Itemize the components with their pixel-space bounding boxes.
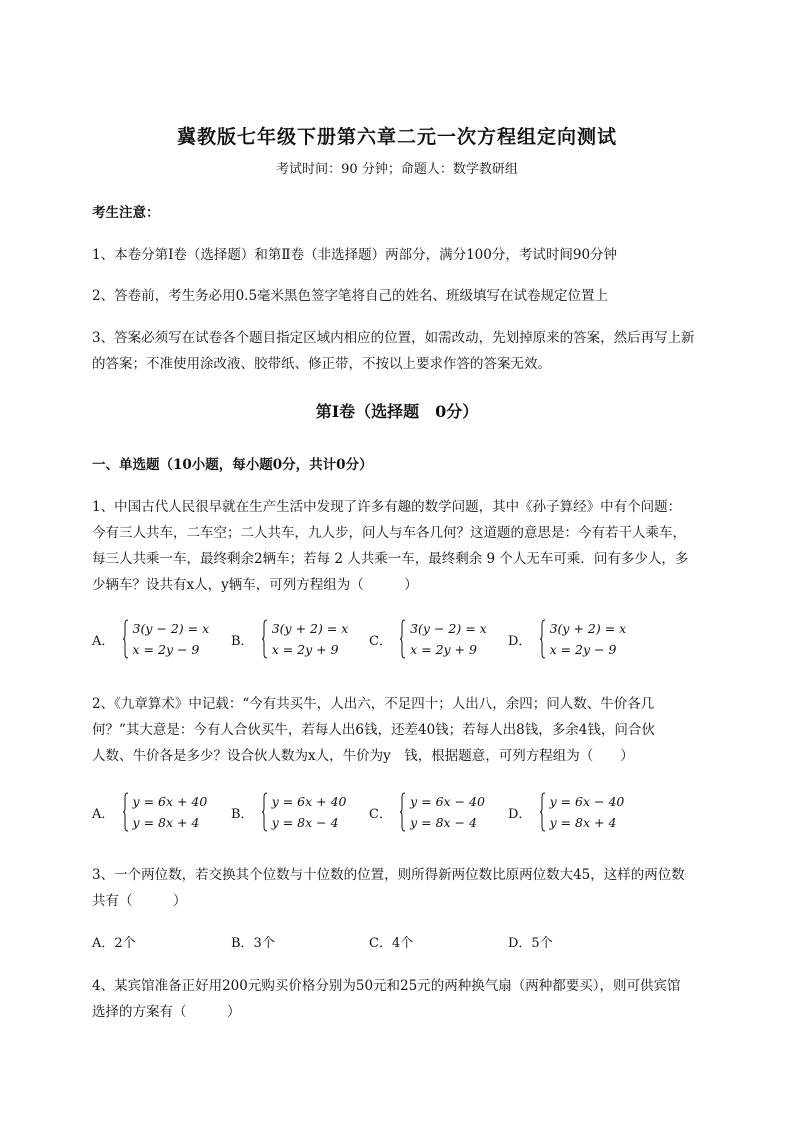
question-2-line: 何？”其大意是：今有人合伙买牛，若每人出6钱，还差40钱；若每人出8钱，多余4钱，问合伙 bbox=[92, 722, 655, 738]
equation: y = 8x − 4 bbox=[410, 815, 477, 830]
question-3-option-c[interactable]: C．4个 bbox=[369, 936, 414, 951]
question-1-option-a[interactable] bbox=[92, 618, 209, 660]
brace-icon bbox=[123, 619, 129, 659]
equation: x = 2y + 9 bbox=[271, 642, 339, 657]
equation-system bbox=[400, 618, 487, 660]
question-1-line: 今有三人共车，二车空；二人共车，九人步，问人与车各几何？这道题的意思是：今有若干人乘车， bbox=[92, 525, 686, 541]
question-4-line: 选择的方案有（ ） bbox=[92, 1004, 241, 1020]
option-letter: D． bbox=[508, 633, 532, 649]
option-letter: B． bbox=[231, 806, 254, 822]
equation: y = 6x − 40 bbox=[410, 794, 485, 809]
question-3-option-a[interactable]: A．2个 bbox=[92, 936, 136, 951]
equation: y = 8x − 4 bbox=[271, 815, 339, 830]
equation-system bbox=[123, 618, 210, 660]
equation: 3(y + 2) = x bbox=[549, 621, 627, 636]
brace-icon bbox=[123, 792, 129, 832]
option-letter: C． bbox=[369, 806, 392, 822]
section-title: 第Ⅰ卷（选择题 0分） bbox=[315, 402, 479, 421]
equation: y = 8x + 4 bbox=[549, 815, 617, 830]
question-2-option-a[interactable] bbox=[92, 791, 207, 833]
equation: x = 2y + 9 bbox=[410, 642, 477, 657]
notice-item: 1、本卷分第Ⅰ卷（选择题）和第Ⅱ卷（非选择题）两部分，满分100分，考试时间90分钟 bbox=[92, 247, 618, 263]
notice-item: 2、答卷前，考生务必用0.5毫米黑色签字笔将自己的姓名、班级填写在试卷规定位置上 bbox=[92, 288, 609, 304]
option-letter: C． bbox=[369, 633, 392, 649]
equation: x = 2y − 9 bbox=[132, 642, 200, 657]
equation-system bbox=[262, 791, 347, 833]
exam-info: 考试时间：90 分钟；命题人：数学教研组 bbox=[276, 162, 518, 177]
notice-item: 的答案；不准使用涂改液、胶带纸、修正带，不按以上要求作答的答案无效。 bbox=[92, 356, 551, 372]
question-1-line: 少辆车？设共有x人，y辆车，可列方程组为（ ） bbox=[92, 577, 418, 593]
option-letter: D． bbox=[508, 806, 532, 822]
question-2-line: 2、《九章算术》中记载：“今有共买牛，人出六，不足四十；人出八，余四；问人数、牛价各几 bbox=[92, 696, 655, 712]
equation: 3(y − 2) = x bbox=[132, 621, 210, 636]
question-2-option-d[interactable] bbox=[508, 791, 624, 833]
question-1-option-c[interactable] bbox=[369, 618, 487, 660]
equation: 3(y − 2) = x bbox=[410, 621, 487, 636]
question-2-option-c[interactable] bbox=[369, 791, 485, 833]
question-1-option-d[interactable] bbox=[508, 618, 626, 660]
option-letter: A． bbox=[92, 806, 115, 822]
question-3-line: 共有（ ） bbox=[92, 893, 187, 909]
equation-system bbox=[123, 791, 208, 833]
option-letter: B． bbox=[231, 633, 254, 649]
equation-system bbox=[540, 791, 625, 833]
notice-heading: 考生注意： bbox=[92, 205, 160, 221]
question-2-option-b[interactable] bbox=[231, 791, 347, 833]
option-letter: A． bbox=[92, 633, 115, 649]
question-1-line: 每三人共乘一车，最终剩余2辆车；若每 2 人共乘一车，最终剩余 9 个人无车可乘．问有多少人，多 bbox=[92, 551, 689, 567]
question-3-option-b[interactable]: B．3个 bbox=[231, 936, 275, 951]
brace-icon bbox=[400, 619, 406, 659]
equation: 3(y + 2) = x bbox=[271, 621, 349, 636]
brace-icon bbox=[262, 792, 268, 832]
page-title: 冀教版七年级下册第六章二元一次方程组定向测试 bbox=[176, 126, 617, 148]
brace-icon bbox=[540, 792, 546, 832]
equation-system bbox=[540, 618, 627, 660]
equation: x = 2y − 9 bbox=[549, 642, 617, 657]
equation: y = 6x + 40 bbox=[271, 794, 347, 809]
brace-icon bbox=[400, 792, 406, 832]
equation-system bbox=[400, 791, 485, 833]
brace-icon bbox=[540, 619, 546, 659]
question-1-option-b[interactable] bbox=[231, 618, 348, 660]
question-1-line: 1、中国古代人民很早就在生产生活中发现了许多有趣的数学问题，其中《孙子算经》中有个问题： bbox=[92, 499, 682, 515]
brace-icon bbox=[262, 619, 268, 659]
equation: y = 6x + 40 bbox=[132, 794, 208, 809]
equation: y = 6x − 40 bbox=[549, 794, 625, 809]
question-3-line: 3、一个两位数，若交换其个位数与十位数的位置，则所得新两位数比原两位数大45，这样的两位数 bbox=[92, 867, 685, 883]
notice-item: 3、答案必须写在试卷各个题目指定区域内相应的位置，如需改动，先划掉原来的答案，然后再写上新 bbox=[92, 330, 695, 346]
equation: y = 8x + 4 bbox=[132, 815, 200, 830]
part-heading: 一、单选题（10小题，每小题0分，共计0分） bbox=[92, 457, 373, 473]
question-4-line: 4、某宾馆准备正好用200元购买价格分别为50元和25元的两种换气扇（两种都要买），则可供宾馆 bbox=[92, 978, 681, 994]
question-3-option-d[interactable]: D．5个 bbox=[508, 936, 553, 951]
question-2-line: 人数、牛价各是多少？设合伙人数为x人，牛价为y 钱，根据题意，可列方程组为（ ） bbox=[92, 748, 634, 764]
equation-system bbox=[262, 618, 349, 660]
